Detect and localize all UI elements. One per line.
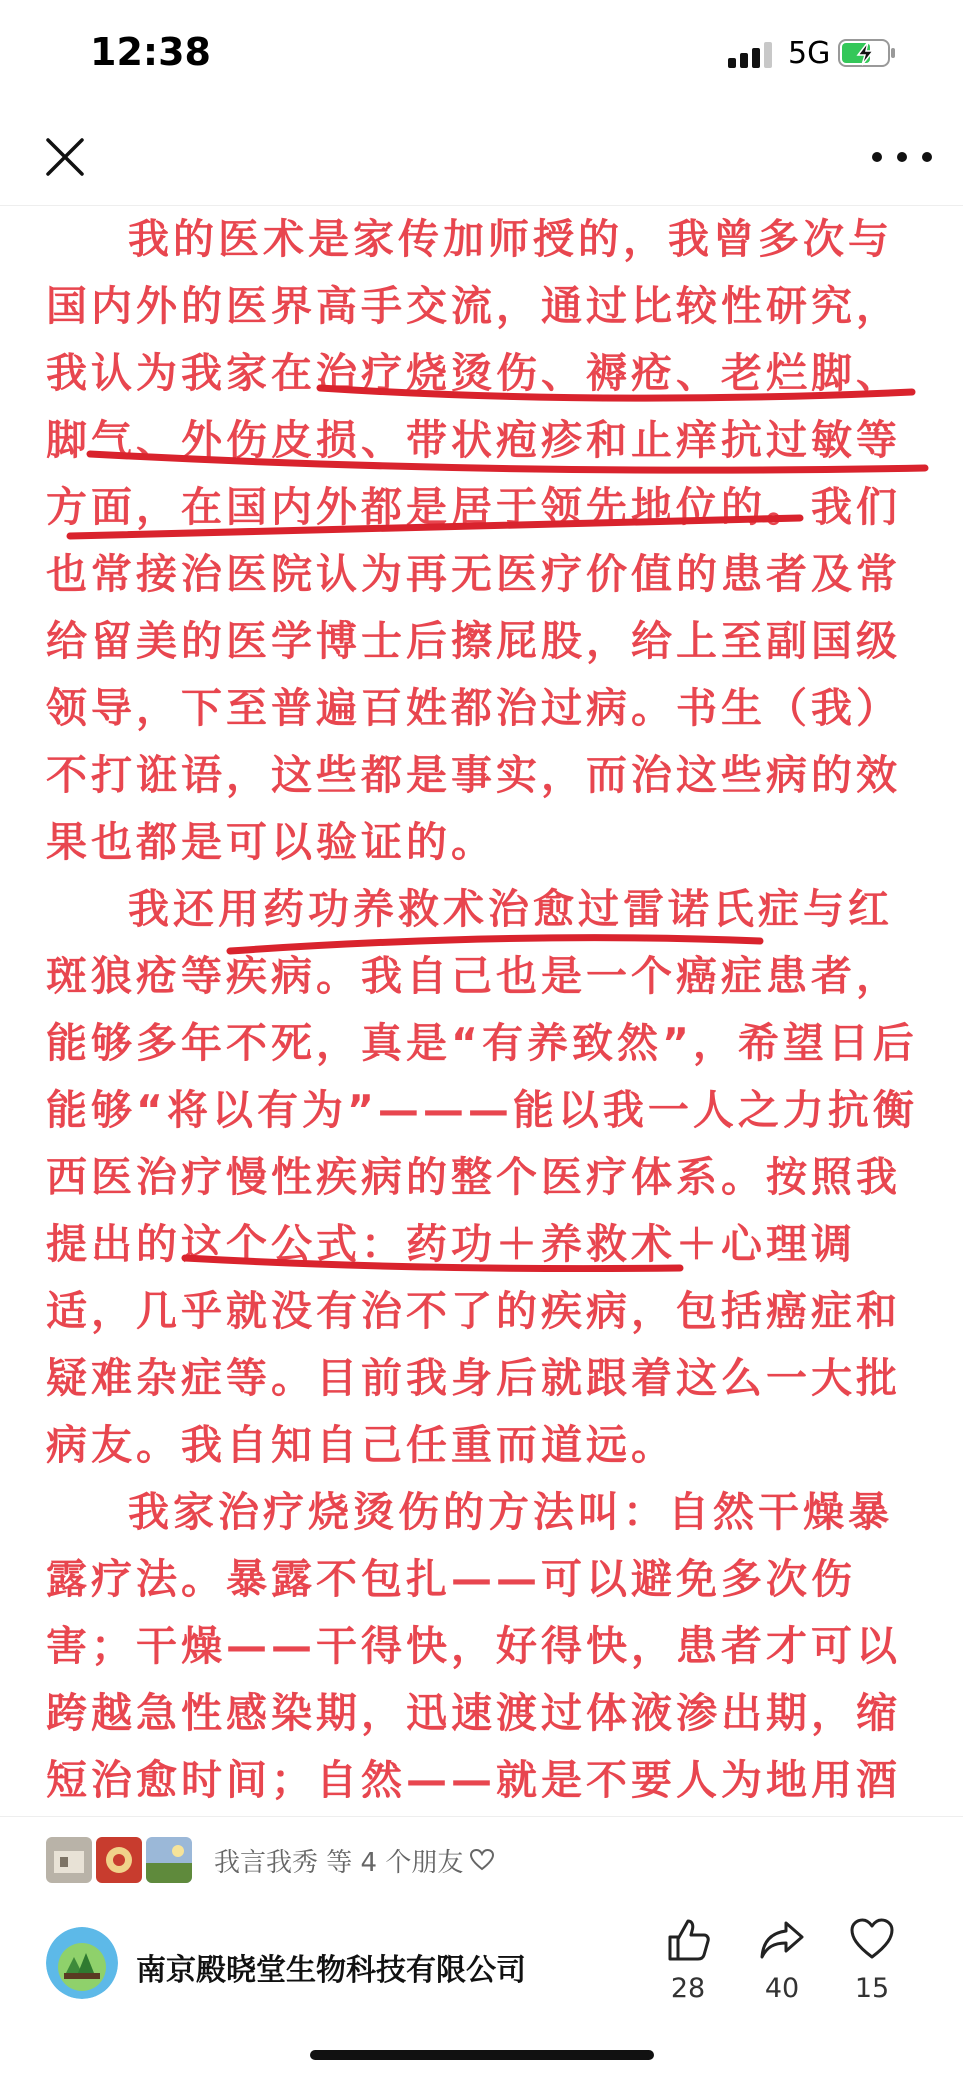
paragraph-2: 我还用药功养救术治愈过雷诺氏症与红斑狼疮等疾病。我自己也是一个癌症患者，能够多年不死，真是“有养致然”，希望日后能够“将以有为”———能以我一人之力抗衡西医治疗慢性疾病的整个医疗体系。按照我提出的这个公式：药功＋养救术＋心理调适，几乎就没有治不了的疾病，包括癌症和疑难杂症等。目前我身后就跟着这么一大批病友。我自知自己任重而道远。 <box>46 885 918 1469</box>
bottom-panel <box>0 1816 963 2084</box>
thumbs-up-icon <box>664 1917 712 1961</box>
home-indicator <box>310 2050 654 2060</box>
share-count: 40 <box>764 1973 800 2004</box>
status-time: 12:38 <box>90 30 211 74</box>
more-options-icon[interactable] <box>872 132 932 182</box>
friend-avatar <box>146 1837 192 1883</box>
share-button[interactable] <box>752 1917 812 2004</box>
battery-charging-icon <box>838 38 896 68</box>
heart-icon <box>469 1848 495 1872</box>
friend-avatar <box>46 1837 92 1883</box>
like-button[interactable] <box>658 1917 718 2004</box>
paragraph-3: 我家治疗烧烫伤的方法叫：自然干燥暴露疗法。暴露不包扎——可以避免多次伤害；干燥——干得快，好得快，患者才可以跨越急性感染期，迅速渡过体液渗出期，缩短治愈时间；自然——就是不要人为地用酒 <box>46 1488 901 1804</box>
article-body <box>0 206 963 1816</box>
paragraph-1: 我的医术是家传加师授的，我曾多次与国内外的医界高手交流，通过比较性研究，我认为我家在治疗烧烫伤、褥疮、老烂脚、脚气、外伤皮损、带状疱疹和止痒抗过敏等方面，在国内外都是居于领先地位的。我们也常接治医院认为再无医疗价值的患者及常给留美的医学博士后擦屁股，给上至副国级领导，下至普遍百姓都治过病。书生（我）不打诳语，这些都是事实，而治这些病的效果也都是可以验证的。 <box>46 215 901 866</box>
article-text <box>46 206 922 1814</box>
friend-avatar <box>96 1837 142 1883</box>
heart-icon <box>848 1917 896 1961</box>
account-name[interactable]: 南京殿晓堂生物科技有限公司 <box>136 1953 526 1988</box>
favorite-button[interactable] <box>842 1917 902 2004</box>
share-arrow-icon <box>758 1917 806 1961</box>
like-count: 28 <box>670 1973 706 2004</box>
friends-liked-row[interactable] <box>46 1837 495 1883</box>
status-bar <box>0 0 963 110</box>
nav-bar <box>0 110 963 206</box>
friends-liked-text: 我言我秀 等 4 个朋友 <box>214 1847 464 1878</box>
account-avatar[interactable] <box>46 1927 118 1999</box>
close-icon[interactable] <box>40 132 90 182</box>
signal-icon <box>728 40 784 70</box>
account-row <box>46 1917 926 2027</box>
favorite-count: 15 <box>854 1973 890 2004</box>
network-label: 5G <box>788 36 831 71</box>
